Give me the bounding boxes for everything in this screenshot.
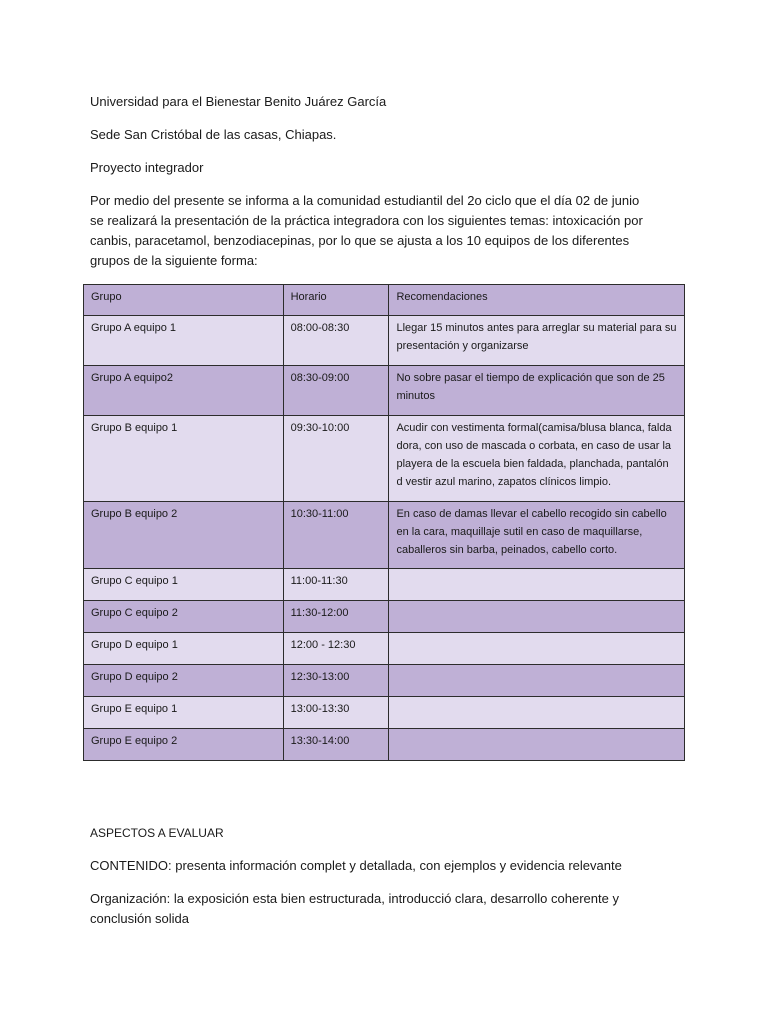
table-header-row [84, 285, 685, 316]
table-row [84, 665, 685, 697]
cell-recomendacion [389, 633, 685, 665]
cell-recomendacion: Llegar 15 minutos antes para arreglar su material para su presentación y organizarse [389, 316, 685, 366]
cell-horario: 08:30-09:00 [283, 366, 389, 416]
cell-horario: 11:30-12:00 [283, 601, 389, 633]
cell-grupo: Grupo E equipo 2 [84, 729, 284, 761]
project-title: Proyecto integrador [90, 160, 204, 175]
table-row [84, 729, 685, 761]
intro-paragraph: Por medio del presente se informa a la comunidad estudiantil del 2o ciclo que el día 02 de junio se realizará la presentación de la práctica integradora con los siguientes temas: intoxicación por canbis, paracetamol, benzodiacepinas, por lo que se ajusta a los 10 equipos de los diferentes grupos de la siguiente forma: [90, 193, 643, 268]
cell-recomendacion [389, 729, 685, 761]
cell-horario: 08:00-08:30 [283, 316, 389, 366]
cell-horario: 12:00 - 12:30 [283, 633, 389, 665]
cell-recomendacion: Acudir con vestimenta formal(camisa/blusa blanca, falda dora, con uso de mascada o corbata, en caso de usar la playera de la escuela bien faldada, planchada, pantalón d vestir azul marino, zapatos clínicos limpio. [389, 416, 685, 502]
header-horario: Horario [283, 285, 389, 316]
cell-grupo: Grupo A equipo 1 [84, 316, 284, 366]
table-row [84, 633, 685, 665]
table-row [84, 502, 685, 569]
cell-grupo: Grupo A equipo2 [84, 366, 284, 416]
table-row [84, 316, 685, 366]
table-row [84, 416, 685, 502]
contenido-criterion: CONTENIDO: presenta información complet y detallada, con ejemplos y evidencia relevante [90, 858, 622, 873]
university-name: Universidad para el Bienestar Benito Juárez García [90, 94, 387, 109]
cell-horario: 13:30-14:00 [283, 729, 389, 761]
cell-grupo: Grupo C equipo 2 [84, 601, 284, 633]
cell-recomendacion [389, 569, 685, 601]
cell-grupo: Grupo C equipo 1 [84, 569, 284, 601]
table-row [84, 569, 685, 601]
cell-recomendacion: En caso de damas llevar el cabello recogido sin cabello en la cara, maquillaje sutil en caso de maquillarse, caballeros sin barba, peinados, cabello corto. [389, 502, 685, 569]
cell-grupo: Grupo D equipo 2 [84, 665, 284, 697]
cell-horario: 11:00-11:30 [283, 569, 389, 601]
cell-grupo: Grupo B equipo 1 [84, 416, 284, 502]
cell-horario: 13:00-13:30 [283, 697, 389, 729]
cell-recomendacion [389, 665, 685, 697]
table-row [84, 366, 685, 416]
header-grupo: Grupo [84, 285, 284, 316]
cell-recomendacion [389, 601, 685, 633]
cell-grupo: Grupo E equipo 1 [84, 697, 284, 729]
organizacion-criterion: Organización: la exposición esta bien estructurada, introducció clara, desarrollo coherente y conclusión solida [90, 891, 619, 926]
cell-horario: 10:30-11:00 [283, 502, 389, 569]
table-row [84, 697, 685, 729]
cell-recomendacion: No sobre pasar el tiempo de explicación que son de 25 minutos [389, 366, 685, 416]
cell-grupo: Grupo B equipo 2 [84, 502, 284, 569]
table-row [84, 601, 685, 633]
campus-location: Sede San Cristóbal de las casas, Chiapas. [90, 127, 337, 142]
cell-horario: 12:30-13:00 [283, 665, 389, 697]
aspectos-heading: ASPECTOS A EVALUAR [90, 826, 224, 840]
cell-recomendacion [389, 697, 685, 729]
header-recomendaciones: Recomendaciones [389, 285, 685, 316]
schedule-table [83, 284, 685, 761]
cell-horario: 09:30-10:00 [283, 416, 389, 502]
cell-grupo: Grupo D equipo 1 [84, 633, 284, 665]
